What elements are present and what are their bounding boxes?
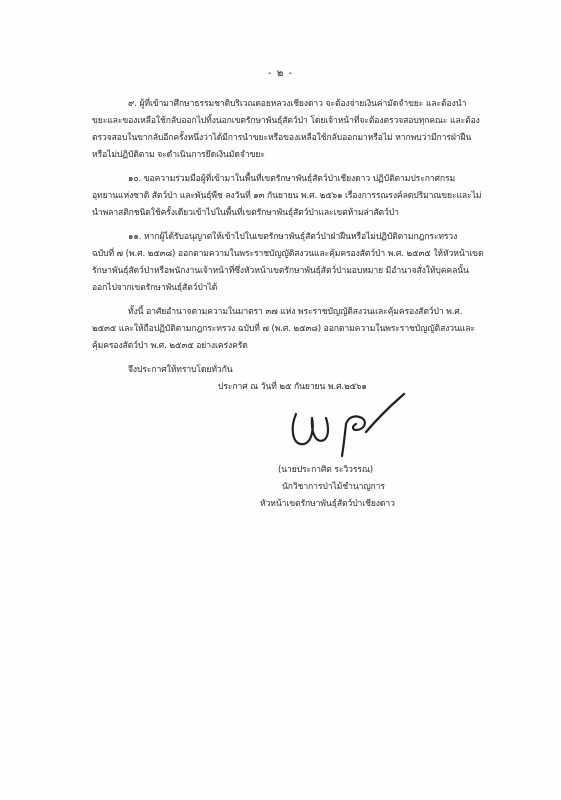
paragraph-9-line: ขยะและของเหลือใช้กลับออกไปทิ้งนอกเขตรักษาพันธุ์สัตว์ป่า โดยเจ้าหน้าที่จะต้องตรวจสอบทุกคณะ และต้อง	[92, 116, 480, 126]
paragraph-9-line: ตรวจสอบในขากลับอีกครั้งหนึ่งว่าได้มีการนำขยะหรือของเหลือใช้กลับออกมาหรือไม่ หากพบว่ามีการฝ่าฝืน	[92, 133, 472, 143]
signatory-name: (นายประกาศิต ระวิวรรณ)	[278, 465, 374, 475]
paragraph-authority-line: คุ้มครองสัตว์ป่า พ.ศ. ๒๕๓๕ อย่างเคร่งครัด	[92, 341, 248, 351]
paragraph-11-line: ออกไปจากเขตรักษาพันธุ์สัตว์ป่าได้	[92, 283, 218, 293]
announcement-line: จึงประกาศให้ทราบโดยทั่วกัน	[128, 365, 233, 375]
paragraph-10-line: อุทยานแห่งชาติ สัตว์ป่า และพันธุ์พืช ลงวันที่ ๑๓ กันยายน พ.ศ. ๒๕๖๑ เรื่องการรณรงค์ลดปริมาณขยะและไม่	[92, 191, 482, 201]
paragraph-authority-line: ทั้งนี้ อาศัยอำนาจตามความในมาตรา ๓๗ แห่ง พระราชบัญญัติสงวนและคุ้มครองสัตว์ป่า พ.ศ.	[128, 307, 463, 317]
paragraph-10-line: นำพลาสติกชนิดใช้ครั้งเดียวเข้าไปในพื้นที่เขตรักษาพันธุ์สัตว์ป่าและเขตห้ามล่าสัตว์ป่า	[92, 208, 399, 218]
paragraph-authority-line: ๒๕๓๕ และให้ถือปฏิบัติตามกฎกระทรวง ฉบับที่ ๗ (พ.ศ. ๒๕๓๘) ออกตามความในพระราชบัญญัติสงวนและ	[92, 324, 475, 334]
handwritten-signature	[282, 388, 422, 458]
paragraph-9-line: ๙. ผู้ที่เข้ามาศึกษาธรรมชาติบริเวณดอยหลวงเชียงดาว จะต้องจ่ายเงินค่ามัดจำขยะ และต้องนำ	[128, 99, 467, 109]
paragraph-9-line: หรือไม่ปฏิบัติตาม จะดำเนินการยึดเงินมัดจำขยะ	[92, 150, 265, 160]
page-number: - ๒ -	[267, 68, 294, 79]
signatory-position: นักวิชาการป่าไม้ชำนาญการ	[282, 482, 385, 492]
paragraph-11-line: ฉบับที่ ๗ (พ.ศ. ๒๕๓๘) ออกตามความในพระราชบัญญัติสงวนและคุ้มครองสัตว์ป่า พ.ศ. ๒๕๓๕ ให้หัวหน้าเขต	[92, 249, 484, 259]
paragraph-10-line: ๑๐. ขอความร่วมมือผู้ที่เข้ามาในพื้นที่เขตรักษาพันธุ์สัตว์ป่าเชียงดาว ปฏิบัติตามประกาศกรม	[128, 174, 456, 184]
paragraph-11-line: ๑๑. หากผู้ได้รับอนุญาตให้เข้าไปในเขตรักษาพันธุ์สัตว์ป่าฝ่าฝืนหรือไม่ปฏิบัติตามกฎกระทรวง	[128, 232, 458, 242]
paragraph-11-line: รักษาพันธุ์สัตว์ป่าหรือพนักงานเจ้าหน้าที่ซึ่งหัวหน้าเขตรักษาพันธุ์สัตว์ป่ามอบหมาย มีอำนาจสั่งให้บุคคลนั้น	[92, 266, 469, 276]
dateline: ประกาศ ณ วันที่ ๒๕ กันยายน พ.ศ.๒๕๖๑	[218, 382, 367, 392]
signatory-title: หัวหน้าเขตรักษาพันธุ์สัตว์ป่าเชียงดาว	[260, 499, 395, 509]
